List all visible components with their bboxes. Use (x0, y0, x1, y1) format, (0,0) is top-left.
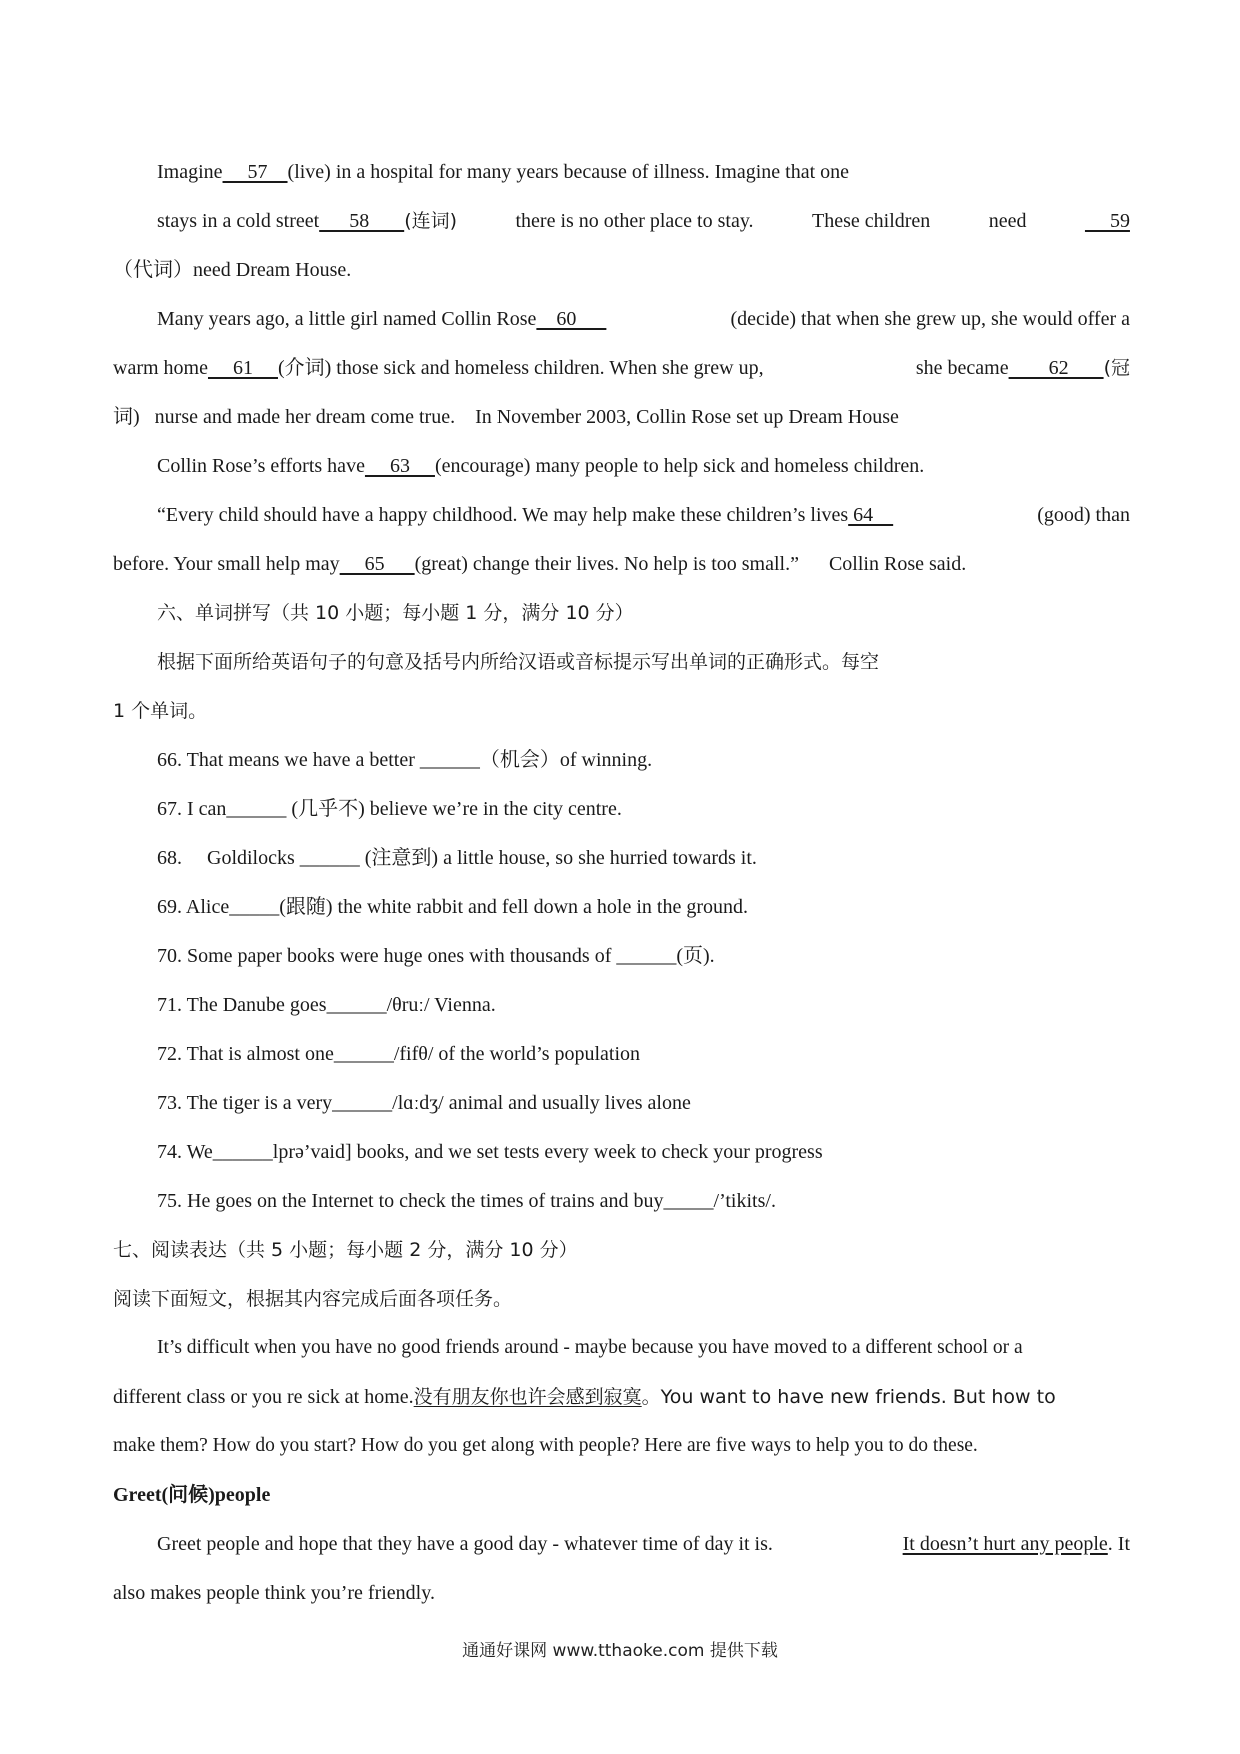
segment: “Every child should have a happy childhood. We may help make these children’s lives 64 (157, 504, 894, 526)
blank-64: 64 (848, 504, 894, 526)
passage-line (157, 158, 1130, 186)
question-68: 68. Goldilocks ______ (注意到) a little house, so she hurried towards it. (157, 847, 757, 869)
blank-58: 58 (319, 210, 405, 232)
segment: These children (812, 210, 931, 232)
underlined-sentence: 没有朋友你也许会感到寂寞 (413, 1386, 642, 1408)
segment: It doesn’t hurt any people. It (902, 1533, 1130, 1555)
text: Imagine (157, 161, 223, 183)
segment: (good) than (1037, 504, 1130, 526)
blank-60: 60 (536, 308, 607, 330)
blank-57: 57 (222, 161, 288, 183)
blank-59: 59 (1084, 210, 1130, 232)
segment: warm home 61 (介词) those sick and homeless children. When she grew up, (113, 357, 764, 379)
passage-line (157, 207, 1130, 235)
passage-line: also makes people think you’re friendly. (113, 1582, 435, 1604)
passage-line: before. Your small help may 65 (great) change their lives. No help is too small.” Collin Rose said. (113, 553, 967, 575)
underlined-sentence: It doesn’t hurt any people (902, 1533, 1108, 1555)
footer-watermark: 通通好课网 www.tthaoke.com 提供下载 (462, 1641, 778, 1661)
passage-line: Collin Rose’s efforts have 63 (encourage) many people to help sick and homeless children. (157, 455, 925, 477)
segment: need (988, 210, 1027, 232)
subheading: Greet(问候)people (113, 1484, 271, 1506)
passage-line (113, 1383, 1130, 1411)
instructions: 阅读下面短文，根据其内容完成后面各项任务。 (113, 1288, 513, 1310)
blank-61: 61 (207, 357, 278, 379)
segment: different class or you re sick at home.没有朋友你也许会感到寂寞。You want to have new friends. But how to (113, 1386, 1056, 1408)
passage-line (157, 1530, 1130, 1558)
question-66: 66. That means we have a better ______（机会）of winning. (157, 749, 653, 771)
segment: Many years ago, a little girl named Collin Rose 60 (157, 308, 607, 330)
instructions: 根据下面所给英语句子的句意及括号内所给汉语或音标提示写出单词的正确形式。每空 (157, 651, 880, 673)
passage-line (157, 501, 1130, 529)
passage-line: 词) nurse and made her dream come true. In November 2003, Collin Rose set up Dream House (113, 406, 899, 428)
question-74: 74. We______lprə’vaid] books, and we set tests every week to check your progress (157, 1141, 823, 1163)
text: (live) in a hospital for many years because of illness. Imagine that one (287, 161, 850, 183)
segment: there is no other place to stay. (515, 210, 754, 232)
passage-line: It’s difficult when you have no good friends around - maybe because you have moved to a different school or a (157, 1337, 1023, 1358)
question-72: 72. That is almost one______/fifθ/ of the world’s population (157, 1043, 641, 1065)
section-heading: 六、单词拼写（共 10 小题；每小题 1 分，满分 10 分） (157, 602, 634, 624)
segment: (decide) that when she grew up, she would offer a (730, 308, 1130, 330)
question-69: 69. Alice_____(跟随) the white rabbit and fell down a hole in the ground. (157, 896, 748, 918)
section-heading: 七、阅读表达（共 5 小题；每小题 2 分，满分 10 分） (113, 1239, 578, 1261)
passage-line: （代词）need Dream House. (113, 259, 352, 281)
question-73: 73. The tiger is a very______/lɑːdʒ/ animal and usually lives alone (157, 1092, 691, 1114)
passage-line (113, 354, 1130, 382)
passage-line (157, 305, 1130, 333)
question-67: 67. I can______ (几乎不) believe we’re in the city centre. (157, 798, 622, 820)
segment: Greet people and hope that they have a good day - whatever time of day it is. (157, 1533, 773, 1555)
instructions: 1 个单词。 (113, 700, 208, 722)
blank-62: 62 (1008, 357, 1104, 379)
question-71: 71. The Danube goes______/θruː/ Vienna. (157, 994, 496, 1016)
blank-65: 65 (339, 553, 415, 575)
blank-63: 63 (364, 455, 435, 477)
segment: stays in a cold street 58 (连词) (157, 210, 458, 232)
segment: she became 62 (冠 (915, 357, 1130, 379)
question-70: 70. Some paper books were huge ones with thousands of ______(页). (157, 945, 715, 967)
question-75: 75. He goes on the Internet to check the times of trains and buy_____/’tikits/. (157, 1190, 776, 1212)
passage-line: make them? How do you start? How do you get along with people? Here are five ways to help you to do these. (113, 1435, 978, 1456)
